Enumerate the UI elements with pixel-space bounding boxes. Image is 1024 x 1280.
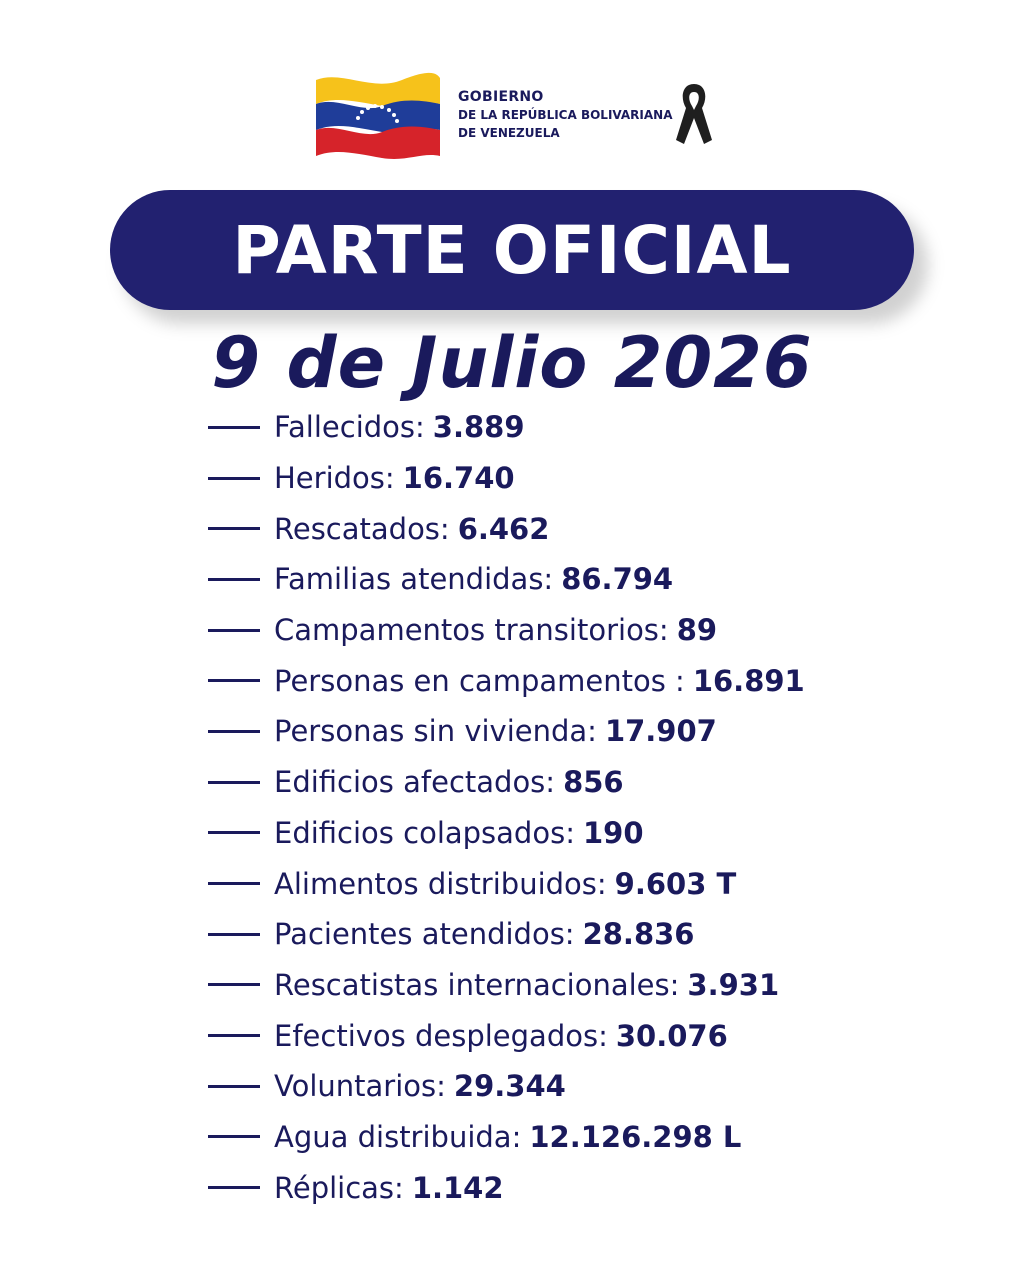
title-banner (110, 190, 914, 310)
stat-item (208, 960, 805, 1011)
dash-bullet (208, 1034, 260, 1037)
stat-item (208, 605, 805, 656)
stat-item (208, 706, 805, 757)
stat-item (208, 554, 805, 605)
stat-label: Edificios afectados: (274, 765, 556, 800)
stat-item (208, 909, 805, 960)
stat-label: Campamentos transitorios: (274, 613, 669, 648)
stat-value: 17.907 (604, 714, 717, 749)
stat-item (208, 1010, 805, 1061)
stat-value: 86.794 (561, 562, 674, 597)
venezuela-flag-icon (312, 70, 444, 162)
stat-value: 190 (582, 815, 644, 850)
gov-line-3: DE VENEZUELA (458, 126, 560, 140)
dash-bullet (208, 781, 260, 784)
dash-bullet (208, 983, 260, 986)
stat-label: Personas en campamentos : (274, 663, 685, 698)
stat-label: Personas sin vivienda: (274, 714, 597, 749)
dash-bullet (208, 933, 260, 936)
stat-item (208, 1112, 805, 1163)
stat-label: Alimentos distribuidos: (274, 866, 607, 901)
dash-bullet (208, 1186, 260, 1189)
stat-item (208, 757, 805, 808)
mourning-ribbon-icon (674, 80, 714, 146)
stat-label: Pacientes atendidos: (274, 917, 575, 952)
gov-line-2: DE LA REPÚBLICA BOLIVARIANA (458, 108, 673, 122)
dash-bullet (208, 629, 260, 632)
stat-value: 3.931 (687, 967, 780, 1002)
dash-bullet (208, 730, 260, 733)
stat-value: 12.126.298 L (529, 1119, 742, 1154)
stat-value: 28.836 (582, 917, 695, 952)
stat-value: 16.891 (692, 663, 805, 698)
stat-value: 16.740 (402, 461, 515, 496)
stat-label: Rescatados: (274, 511, 450, 546)
stat-value: 30.076 (615, 1018, 728, 1053)
stat-value: 1.142 (411, 1170, 504, 1205)
stat-value: 29.344 (453, 1069, 566, 1104)
dash-bullet (208, 527, 260, 530)
stat-label: Familias atendidas: (274, 562, 554, 597)
stat-item (208, 858, 805, 909)
stat-item (208, 655, 805, 706)
stat-value: 89 (676, 613, 718, 648)
gov-line-1: GOBIERNO (458, 89, 544, 105)
page-title: PARTE OFICIAL (232, 211, 792, 289)
dash-bullet (208, 477, 260, 480)
stat-item (208, 1162, 805, 1213)
dash-bullet (208, 578, 260, 581)
stat-item (208, 453, 805, 504)
stat-label: Fallecidos: (274, 410, 425, 445)
report-date: 9 de Julio 2026 (211, 322, 813, 404)
stat-label: Rescatistas internacionales: (274, 967, 680, 1002)
stats-list (208, 402, 805, 1213)
stat-value: 6.462 (457, 511, 550, 546)
dash-bullet (208, 679, 260, 682)
dash-bullet (208, 1135, 260, 1138)
stat-item (208, 402, 805, 453)
stat-value: 3.889 (432, 410, 525, 445)
dash-bullet (208, 1085, 260, 1088)
stat-value: 9.603 T (614, 866, 737, 901)
stat-value: 856 (563, 765, 624, 800)
dash-bullet (208, 426, 260, 429)
government-logo (312, 66, 732, 162)
stat-label: Edificios colapsados: (274, 815, 575, 850)
dash-bullet (208, 882, 260, 885)
stat-label: Agua distribuida: (274, 1119, 522, 1154)
government-name (458, 88, 673, 142)
stat-label: Réplicas: (274, 1170, 404, 1205)
stat-item (208, 808, 805, 859)
dash-bullet (208, 831, 260, 834)
stat-item (208, 503, 805, 554)
stat-label: Efectivos desplegados: (274, 1018, 608, 1053)
stat-label: Heridos: (274, 461, 395, 496)
stat-item (208, 1061, 805, 1112)
stat-label: Voluntarios: (274, 1069, 446, 1104)
